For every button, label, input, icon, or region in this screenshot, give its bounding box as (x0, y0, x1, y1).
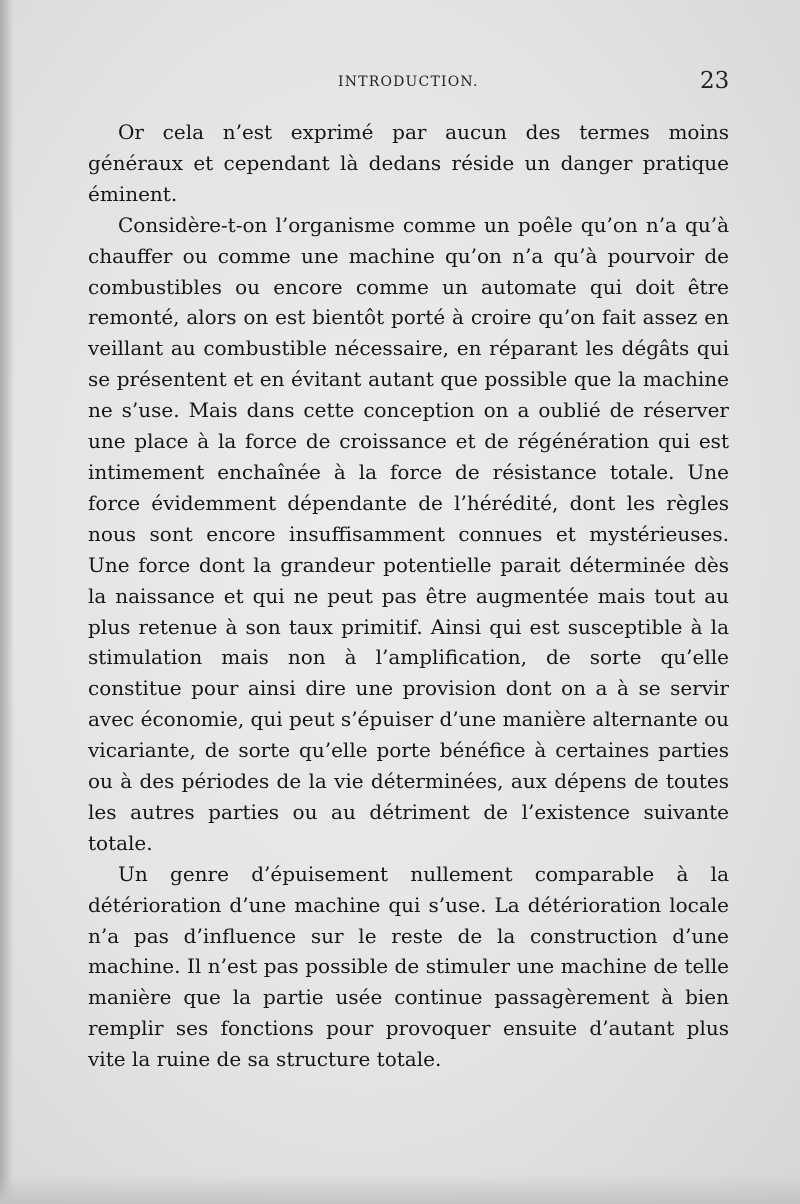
page-gutter-shadow (0, 0, 14, 1204)
running-header-title: INTRODUCTION. (338, 74, 479, 90)
paragraph-1: Or cela n’est exprimé par aucun des termes moins généraux et cependant là dedans réside un danger pratique éminent. (88, 120, 729, 206)
page-bottom-shadow (0, 1174, 800, 1204)
page-number: 23 (700, 68, 730, 94)
body-text (88, 117, 729, 1075)
paragraph-3: Un genre d’épuisement nullement comparable à la détérioration d’une machine qui s’use. La détérioration locale n’a pas d’influence sur le reste de la construction d’une machine. Il n’est pas possible de stimuler une machine de telle manière que la partie usée continue passagèrement à bien remplir ses fonctions pour provoquer ensuite d’autant plus vite la ruine de sa structure totale. (88, 861, 729, 1072)
paragraph-2: Considère-t-on l’organisme comme un poêle qu’on n’a qu’à chauffer ou comme une machine qu’on n’a qu’à pourvoir de combustibles ou encore comme un automate qui doit être remonté, alors on est bientôt porté à croire qu’on fait assez en veillant au combustible nécessaire, en réparant les dégâts qui se présentent et en évitant autant que possible que la machine ne s’use. Mais dans cette conception on a oublié de réserver une place à la force de croissance et de régénération qui est intimement enchaînée à la force de résistance totale. Une force évidemment dépendante de l’hérédité, dont les règles nous sont encore insuffisamment connues et mystérieuses. Une force dont la grandeur potentielle parait déterminée dès la naissance et qui ne peut pas être augmentée mais tout au plus retenue à son taux primitif. Ainsi qui est susceptible à la stimulation mais non à l’amplification, de sorte qu’elle constitue pour ainsi dire une provision dont on a à se servir avec économie, qui peut s’épuiser d’une manière alternante ou vicariante, de sorte qu’elle porte bénéfice à certaines parties ou à des périodes de la vie déterminées, aux dépens de toutes les autres parties ou au détriment de l’existence suivante totale. (88, 212, 729, 855)
